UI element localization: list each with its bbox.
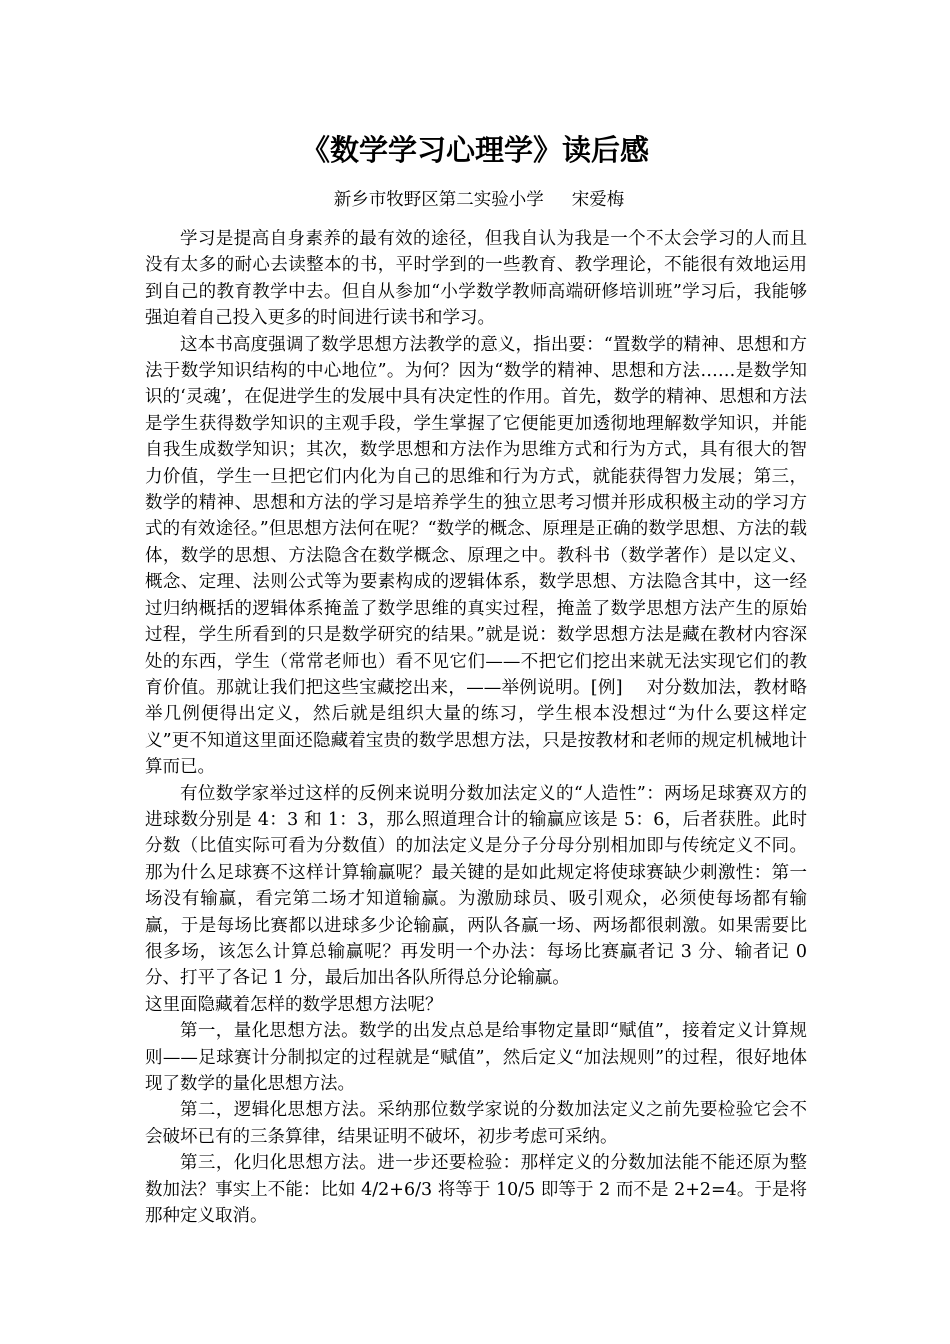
paragraph: 第三，化归化思想方法。进一步还要检验：那样定义的分数加法能不能还原为整数加法？事实上不能：比如 4/2+6/3 将等于 10/5 即等于 2 而不是 2+2=4。于是将那种定义取消。	[145, 1153, 807, 1227]
page-title: 《数学学习心理学》读后感	[300, 133, 649, 167]
byline	[0, 187, 950, 213]
paragraph: 第二，逻辑化思想方法。采纳那位数学家说的分数加法定义之前先要检验它会不会破坏已有的三条算律，结果证明不破坏，初步考虑可采纳。	[145, 1100, 807, 1147]
paragraph: 这本书高度强调了数学思想方法教学的意义，指出要：“置数学的精神、思想和方法于数学知识结构的中心地位”。为何？因为“数学的精神、思想和方法……是数学知识的‘灵魂’，在促进学生的发展中具有决定性的作用。首先，数学的精神、思想和方法是学生获得数学知识的主观手段，学生掌握了它便能更加透彻地理解数学知识，并能自我生成数学知识；其次，数学思想和方法作为思维方式和行为方式，具有很大的智力价值，学生一旦把它们内化为自己的思维和行为方式，就能获得智力发展；第三，数学的精神、思想和方法的学习是培养学生的独立思考习惯并形成积极主动的学习方式的有效途径。”但思想方法何在呢？“数学的概念、原理是正确的数学思想、方法的载体，数学的思想、方法隐含在数学概念、原理之中。教科书（数学著作）是以定义、概念、定理、法则公式等为要素构成的逻辑体系，数学思想、方法隐含其中，这一经过归纳概括的逻辑体系掩盖了数学思维的真实过程，掩盖了数学思想方法产生的原始过程，学生所看到的只是数学研究的结果。”就是说：数学思想方法是藏在教材内容深处的东西，学生（常常老师也）看不见它们——不把它们挖出来就无法实现它们的教育价值。那就让我们把这些宝藏挖出来，——举例说明。[例] 对分数加法，教材略举几例便得出定义，然后就是组织大量的练习，学生根本没想过“为什么要这样定义”更不知道这里面还隐藏着宝贵的数学思想方法，只是按教材和老师的规定机械地计算而已。	[145, 334, 807, 778]
paragraph: 第一，量化思想方法。数学的出发点总是给事物定量即“赋值”，接着定义计算规则——足球赛计分制拟定的过程就是“赋值”，然后定义“加法规则”的过程，很好地体现了数学的量化思想方法。	[145, 1021, 807, 1094]
article-body	[145, 226, 807, 1229]
author-school: 新乡市牧野区第二实验小学	[333, 190, 544, 210]
paragraph: 有位数学家举过这样的反例来说明分数加法定义的“人造性”：两场足球赛双方的进球数分别是 4：3 和 1：3，那么照道理合计的输赢应该是 5：6，后者获胜。此时分数（比值实际可看为分数值）的加法定义是分子分母分别相加即与传统定义不同。那为什么足球赛不这样计算输赢呢？最关键的是如此规定将使球赛缺少刺激性：第一场没有输赢，看完第二场才知道输赢。为激励球员、吸引观众，必须使每场都有输赢，于是每场比赛都以进球多少论输赢，两队各赢一场、两场都很刺激。如果需要比很多场，该怎么计算总输赢呢？再发明一个办法：每场比赛赢者记 3 分、输者记 0 分、打平了各记 1 分，最后加出各队所得总分论输赢。	[145, 783, 807, 989]
paragraph: 这里面隐藏着怎样的数学思想方法呢？	[145, 994, 443, 1015]
author-name: 宋爱梅	[571, 190, 625, 210]
paragraph: 学习是提高自身素养的最有效的途径，但我自认为我是一个不太会学习的人而且没有太多的耐心去读整本的书，平时学到的一些教育、教学理论，不能很有效地运用到自己的教育教学中去。但自从参加“小学数学教师高端研修培训班”学习后，我能够强迫着自己投入更多的时间进行读书和学习。	[145, 229, 807, 329]
